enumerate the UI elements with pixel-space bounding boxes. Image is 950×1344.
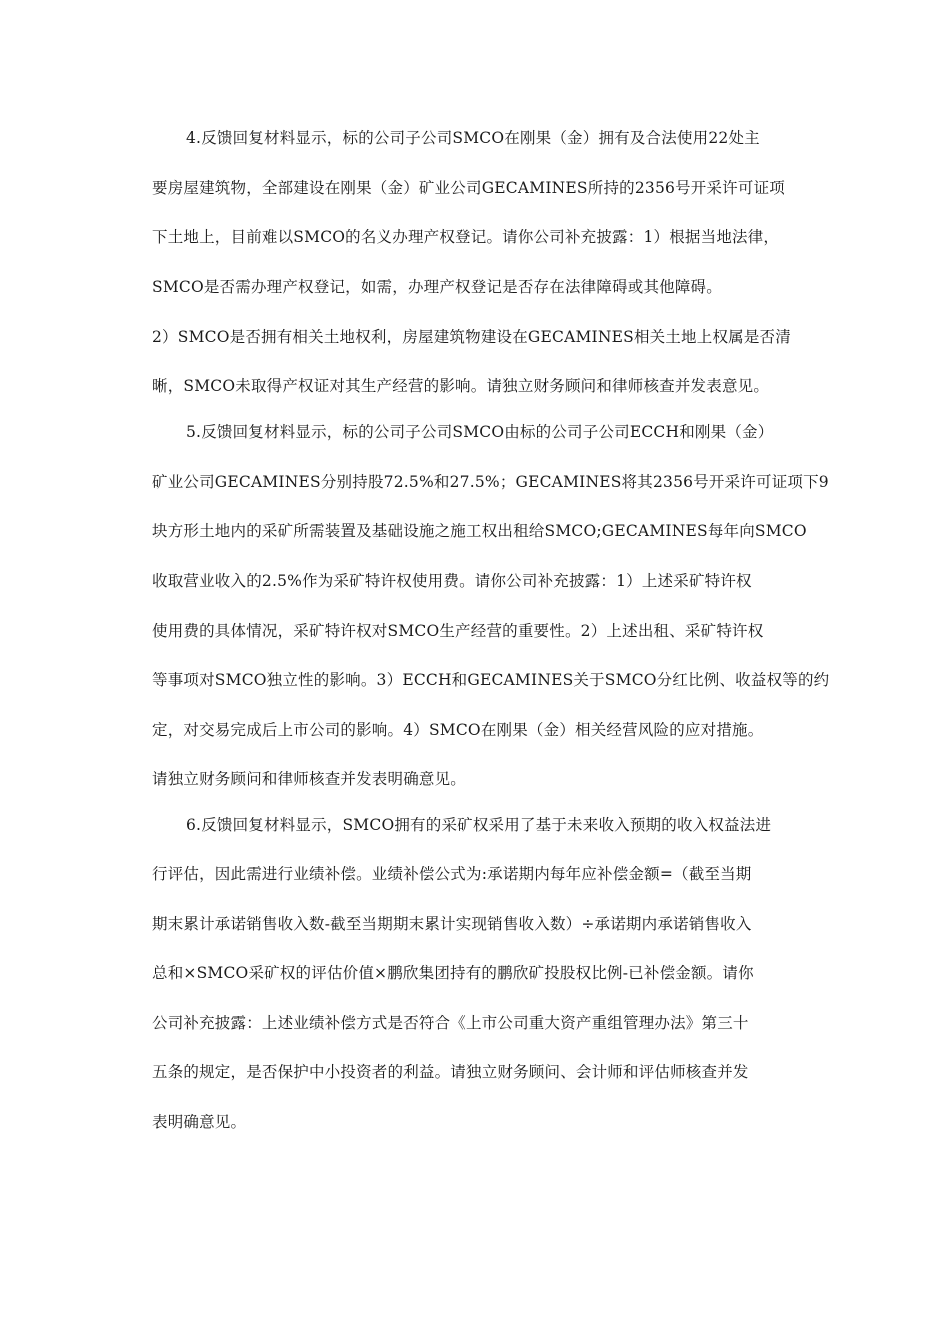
item-4-line-4: SMCO是否需办理产权登记，如需，办理产权登记是否存在法律障碍或其他障碍。 bbox=[152, 278, 722, 296]
item-4-line-2: 要房屋建筑物，全部建设在刚果（金）矿业公司GECAMINES所持的2356号开采许可证项 bbox=[152, 179, 785, 197]
item-6-line-7: 表明确意见。 bbox=[152, 1113, 247, 1131]
item-5-line-5: 使用费的具体情况，采矿特许权对SMCO生产经营的重要性。2）上述出租、采矿特许权 bbox=[152, 622, 764, 640]
item-6-line-1: 6.反馈回复材料显示，SMCO拥有的采矿权采用了基于未来收入预期的收入权益法进 bbox=[186, 816, 772, 834]
item-6-line-4: 总和×SMCO采矿权的评估价值×鹏欣集团持有的鹏欣矿投股权比例-已补偿金额。请你 bbox=[152, 964, 754, 982]
item-5-line-7: 定，对交易完成后上市公司的影响。4）SMCO在刚果（金）相关经营风险的应对措施。 bbox=[152, 721, 764, 739]
item-5-line-8: 请独立财务顾问和律师核查并发表明确意见。 bbox=[152, 770, 467, 788]
item-6-line-2: 行评估，因此需进行业绩补偿。业绩补偿公式为:承诺期内每年应补偿金额=（截至当期 bbox=[152, 865, 752, 883]
item-4-line-1: 4.反馈回复材料显示，标的公司子公司SMCO在刚果（金）拥有及合法使用22处主 bbox=[186, 129, 760, 147]
item-5-line-3: 块方形土地内的采矿所需装置及基础设施之施工权出租给SMCO;GECAMINES每年向SMCO bbox=[152, 522, 807, 540]
item-4-line-5: 2）SMCO是否拥有相关土地权利，房屋建筑物建设在GECAMINES相关土地上权属是否清 bbox=[152, 328, 791, 346]
item-6-line-3: 期末累计承诺销售收入数-截至当期期末累计实现销售收入数）÷承诺期内承诺销售收入 bbox=[152, 915, 752, 933]
item-6-line-5: 公司补充披露：上述业绩补偿方式是否符合《上市公司重大资产重组管理办法》第三十 bbox=[152, 1014, 749, 1032]
item-5-line-6: 等事项对SMCO独立性的影响。3）ECCH和GECAMINES关于SMCO分红比例、收益权等的约 bbox=[152, 671, 830, 689]
item-5-line-4: 收取营业收入的2.5%作为采矿特许权使用费。请你公司补充披露：1）上述采矿特许权 bbox=[152, 572, 752, 590]
item-5-line-1: 5.反馈回复材料显示，标的公司子公司SMCO由标的公司子公司ECCH和刚果（金） bbox=[186, 423, 774, 441]
item-4-line-6: 晰，SMCO未取得产权证对其生产经营的影响。请独立财务顾问和律师核查并发表意见。 bbox=[152, 377, 770, 395]
item-6-line-6: 五条的规定，是否保护中小投资者的利益。请独立财务顾问、会计师和评估师核查并发 bbox=[152, 1063, 749, 1081]
item-4-line-3: 下土地上，目前难以SMCO的名义办理产权登记。请你公司补充披露：1）根据当地法律， bbox=[152, 228, 780, 246]
item-5-line-2: 矿业公司GECAMINES分别持股72.5%和27.5%；GECAMINES将其2356号开采许可证项下9 bbox=[152, 473, 829, 491]
